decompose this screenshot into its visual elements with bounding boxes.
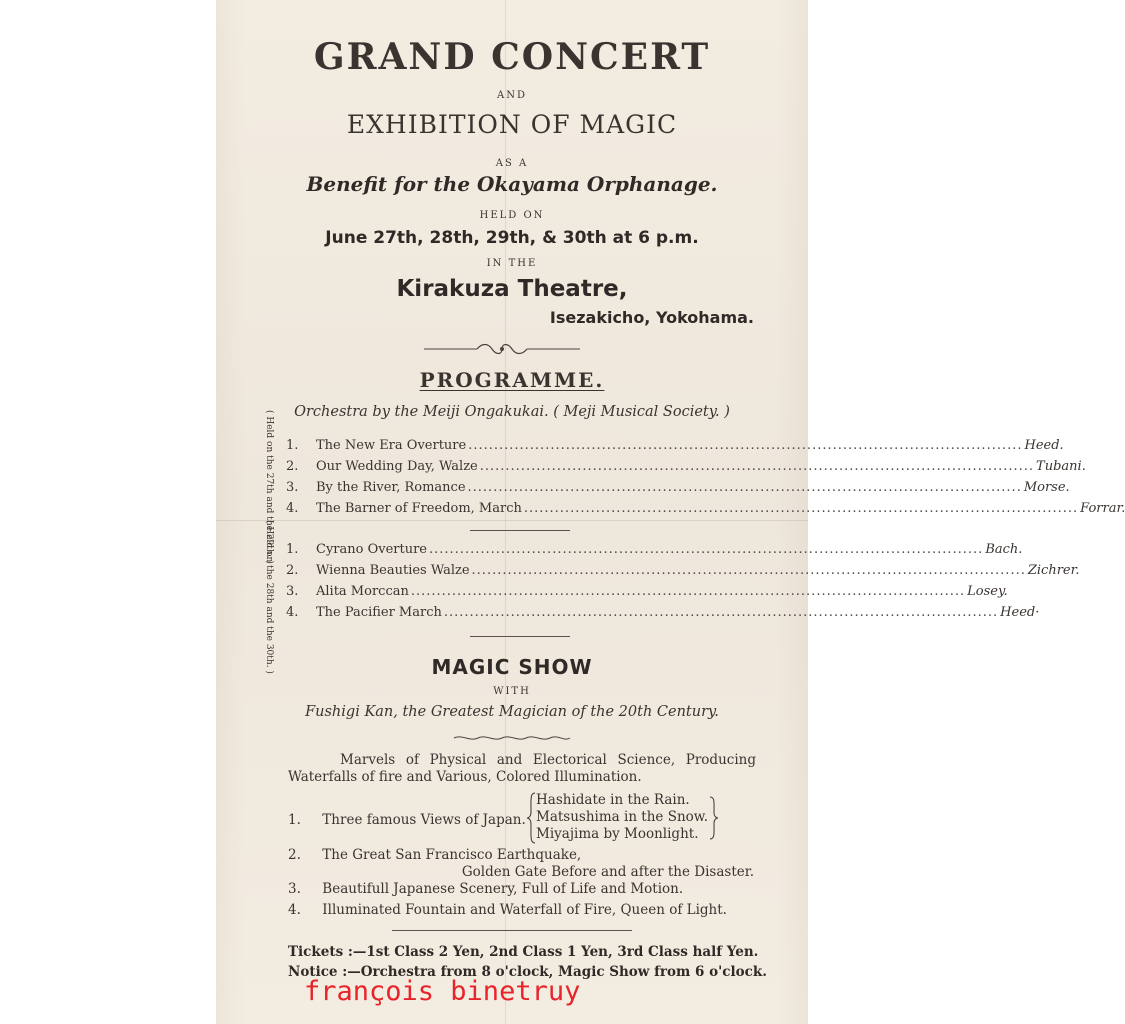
magic-show-heading: MAGIC SHOW: [431, 655, 593, 679]
item-number: 4.: [286, 605, 299, 620]
concert-flyer: [216, 0, 1125, 1024]
and-label: AND: [497, 90, 527, 101]
magic-item-4: [288, 902, 758, 918]
item-number: 1.: [288, 812, 301, 828]
magician-line: Fushigi Kan, the Greatest Magician of the 20th Century.: [305, 704, 719, 720]
item-composer: Bach.: [985, 542, 1023, 557]
leader-dots: ............................................................................................................: [410, 584, 966, 599]
with-label: WITH: [493, 686, 531, 697]
leader-dots: ............................................................................................................: [443, 605, 999, 620]
item-number: 3.: [286, 480, 299, 495]
item-title: The New Era Overture: [316, 438, 467, 453]
item-composer: Heed.: [1024, 438, 1064, 453]
leader-dots: ............................................................................................................: [471, 563, 1026, 578]
item-number: 4.: [288, 902, 301, 918]
leader-dots: ............................................................................................................: [523, 501, 1079, 516]
flyer-title: GRAND CONCERT: [313, 36, 711, 78]
view-item: Matsushima in the Snow.: [536, 809, 709, 825]
group1-note: ( Held on the 27th and the 29th. ): [264, 410, 274, 564]
programme-item: [286, 438, 1064, 459]
programme-group-1: [286, 438, 1125, 522]
item-number: 3.: [288, 881, 301, 897]
leader-dots: ............................................................................................................: [468, 438, 1023, 453]
programme-item: [286, 480, 1070, 501]
item-number: 2.: [286, 459, 299, 474]
item-number: 2.: [288, 847, 301, 863]
ornament-divider-icon: [422, 342, 582, 356]
group2-note: ( Held on the 28th and the 30th. ): [264, 520, 274, 674]
programme-item: [286, 584, 1008, 605]
item-number: 2.: [286, 563, 299, 578]
item-number: 4.: [286, 501, 299, 516]
programme-item: [286, 542, 1023, 563]
item-composer: Forrar.: [1080, 501, 1125, 516]
watermark-text: françois binetruy: [304, 976, 581, 1007]
item-title: The Great San Francisco Earthquake,: [322, 847, 582, 863]
left-brace-icon: [526, 792, 536, 844]
right-brace-icon: [709, 796, 719, 840]
as-a-label: AS A: [495, 158, 529, 169]
marvels-paragraph: Marvels of Physical and Electorical Science, Producing Waterfalls of fire and Various, Colored Illumination.: [288, 752, 756, 785]
programme-item: [286, 605, 1040, 626]
programme-item: [286, 563, 1080, 584]
theatre-location: Isezakicho, Yokohama.: [549, 308, 754, 327]
programme-item: [286, 501, 1125, 522]
leader-dots: ............................................................................................................: [467, 480, 1022, 495]
view-item: Hashidate in the Rain.: [536, 792, 690, 808]
item-title: By the River, Romance: [316, 480, 466, 495]
item-title: Wienna Beauties Walze: [316, 563, 470, 578]
theatre-name: Kirakuza Theatre,: [396, 276, 628, 302]
section-rule: [470, 530, 570, 531]
tickets-line: Tickets :—1st Class 2 Yen, 2nd Class 1 Yen, 3rd Class half Yen.: [288, 944, 759, 960]
item-composer: Zichrer.: [1027, 563, 1080, 578]
item-composer: Losey.: [967, 584, 1008, 599]
flyer-subtitle: EXHIBITION OF MAGIC: [346, 110, 678, 139]
view-item: Miyajima by Moonlight.: [536, 826, 699, 842]
item-number: 3.: [286, 584, 299, 599]
orchestra-line: Orchestra by the Meiji Ongakukai. ( Meji Musical Society. ): [294, 404, 730, 420]
footer-rule: [392, 930, 632, 931]
event-dates: June 27th, 28th, 29th, & 30th at 6 p.m.: [325, 228, 699, 248]
leader-dots: ............................................................................................................: [479, 459, 1035, 474]
programme-heading: PROGRAMME.: [419, 368, 605, 392]
magic-item-2: [288, 847, 758, 863]
programme-group-2: [286, 542, 1080, 626]
item-title: The Barner of Freedom, March: [316, 501, 522, 516]
programme-item: [286, 459, 1086, 480]
item-title: The Pacifier March: [316, 605, 442, 620]
item-title: Beautifull Japanese Scenery, Full of Life and Motion.: [322, 881, 684, 897]
item-composer: Heed·: [1000, 605, 1040, 620]
item-number: 1.: [286, 438, 299, 453]
views-list: [536, 792, 708, 843]
magic-item-2-subtitle: Golden Gate Before and after the Disaster.: [461, 864, 754, 880]
held-on-label: HELD ON: [479, 210, 545, 221]
item-composer: Morse.: [1023, 480, 1070, 495]
benefit-line: Benefit for the Okayama Orphanage.: [306, 172, 718, 196]
item-title: Cyrano Overture: [316, 542, 428, 557]
item-title: Alita Morccan: [316, 584, 409, 599]
item-composer: Tubani.: [1036, 459, 1086, 474]
item-number: 1.: [286, 542, 299, 557]
notice-line: Notice :—Orchestra from 8 o'clock, Magic Show from 6 o'clock.: [288, 964, 767, 980]
magic-item-3: [288, 881, 758, 897]
item-title: Illuminated Fountain and Waterfall of Fire, Queen of Light.: [322, 902, 727, 918]
item-title: Our Wedding Day, Walze: [316, 459, 478, 474]
leader-dots: ............................................................................................................: [429, 542, 984, 557]
in-the-label: IN THE: [486, 258, 538, 269]
section-rule: [470, 636, 570, 637]
wave-divider-icon: [452, 733, 572, 743]
item-title: Three famous Views of Japan.: [322, 812, 526, 828]
